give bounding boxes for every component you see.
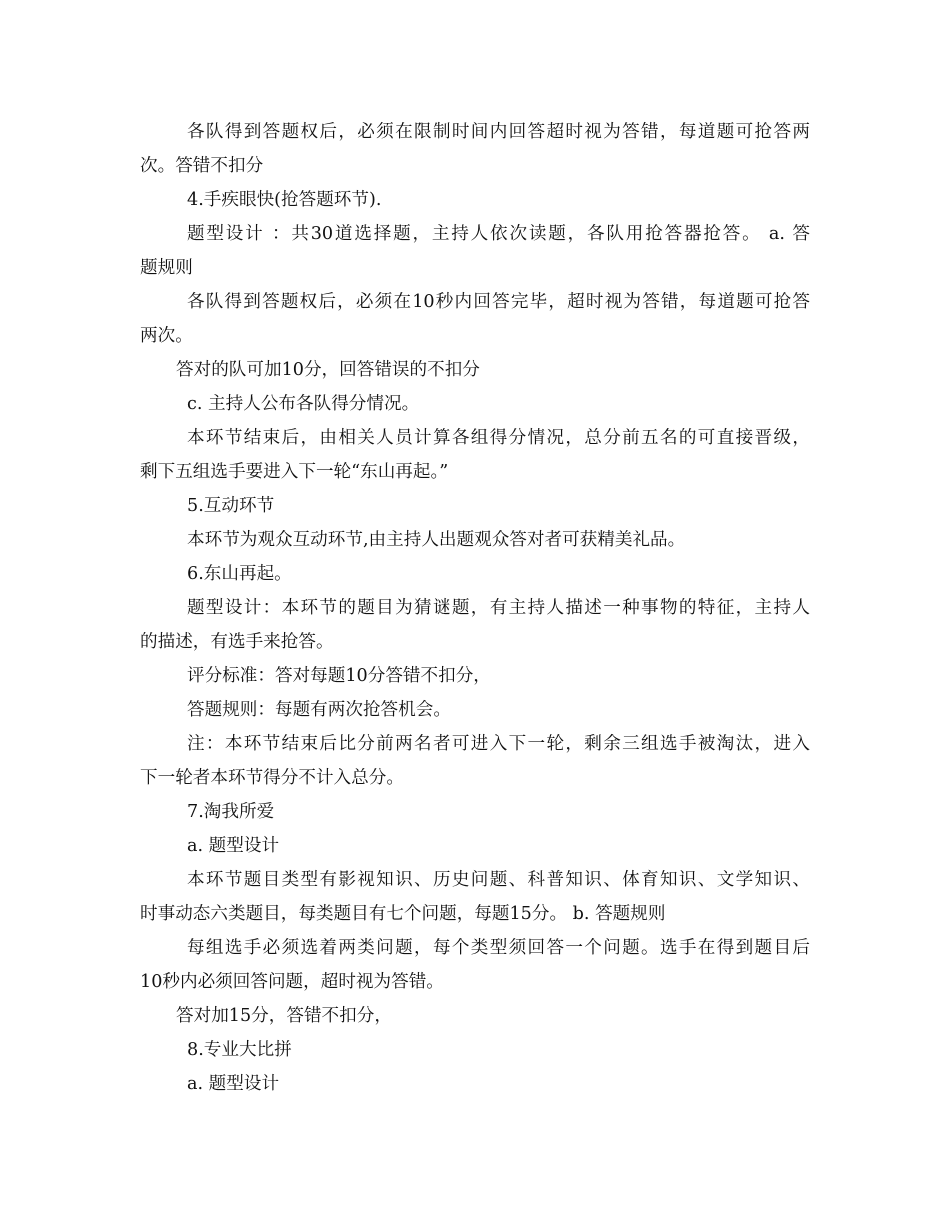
paragraph-line: 注：本环节结束后比分前两名者可进入下一轮，剩余三组选手被淘汰，进入 — [187, 734, 810, 754]
paragraph-line: a. 题型设计 — [187, 1074, 280, 1094]
paragraph-line: 本环节为观众互动环节,由主持人出题观众答对者可获精美礼品。 — [187, 530, 686, 550]
paragraph-line: 答对的队可加10分，回答错误的不扣分 — [176, 360, 480, 380]
paragraph-line: 评分标准：答对每题10分答错不扣分， — [187, 666, 491, 686]
paragraph-line: 题型设计 ：共30道选择题，主持人依次读题，各队用抢答器抢答。 a. 答 — [187, 224, 810, 244]
paragraph-line: 10秒内必须回答问题，超时视为答错。 — [140, 972, 444, 992]
paragraph-line: 的描述，有选手来抢答。 — [140, 632, 334, 652]
paragraph-line: 下一轮者本环节得分不计入总分。 — [140, 768, 404, 788]
section-heading: 7.淘我所爱 — [187, 802, 275, 822]
paragraph-line: 题规则 — [140, 258, 193, 278]
paragraph-line: c. 主持人公布各队得分情况。 — [187, 394, 420, 414]
paragraph-line: a. 题型设计 — [187, 836, 280, 856]
paragraph-line: 题型设计：本环节的题目为猜谜题，有主持人描述一种事物的特征，主持人 — [187, 598, 810, 618]
paragraph-line: 本环节题目类型有影视知识、历史问题、科普知识、体育知识、文学知识、 — [187, 870, 810, 890]
paragraph-line: 剩下五组选手要进入下一轮“东山再起。” — [140, 462, 449, 482]
paragraph-line: 每组选手必须选着两类问题，每个类型须回答一个问题。选手在得到题目后 — [187, 938, 810, 958]
section-heading: 6.东山再起。 — [187, 564, 292, 584]
paragraph-line: 次。答错不扣分 — [140, 156, 264, 176]
paragraph-line: 答题规则：每题有两次抢答机会。 — [187, 700, 451, 720]
section-heading: 5.互动环节 — [187, 496, 275, 516]
paragraph-line: 时事动态六类题目，每类题目有七个问题，每题15分。 b. 答题规则 — [140, 904, 666, 924]
paragraph-line: 各队得到答题权后，必须在限制时间内回答超时视为答错，每道题可抢答两 — [187, 122, 810, 142]
section-heading: 8.专业大比拼 — [187, 1040, 292, 1060]
paragraph-line: 答对加15分，答错不扣分， — [176, 1006, 392, 1026]
paragraph-line: 两次。 — [140, 326, 193, 346]
paragraph-line: 本环节结束后，由相关人员计算各组得分情况，总分前五名的可直接晋级， — [187, 428, 810, 448]
paragraph-line: 各队得到答题权后，必须在10秒内回答完毕，超时视为答错，每道题可抢答 — [187, 292, 810, 312]
section-heading: 4.手疾眼快(抢答题环节). — [187, 190, 382, 210]
